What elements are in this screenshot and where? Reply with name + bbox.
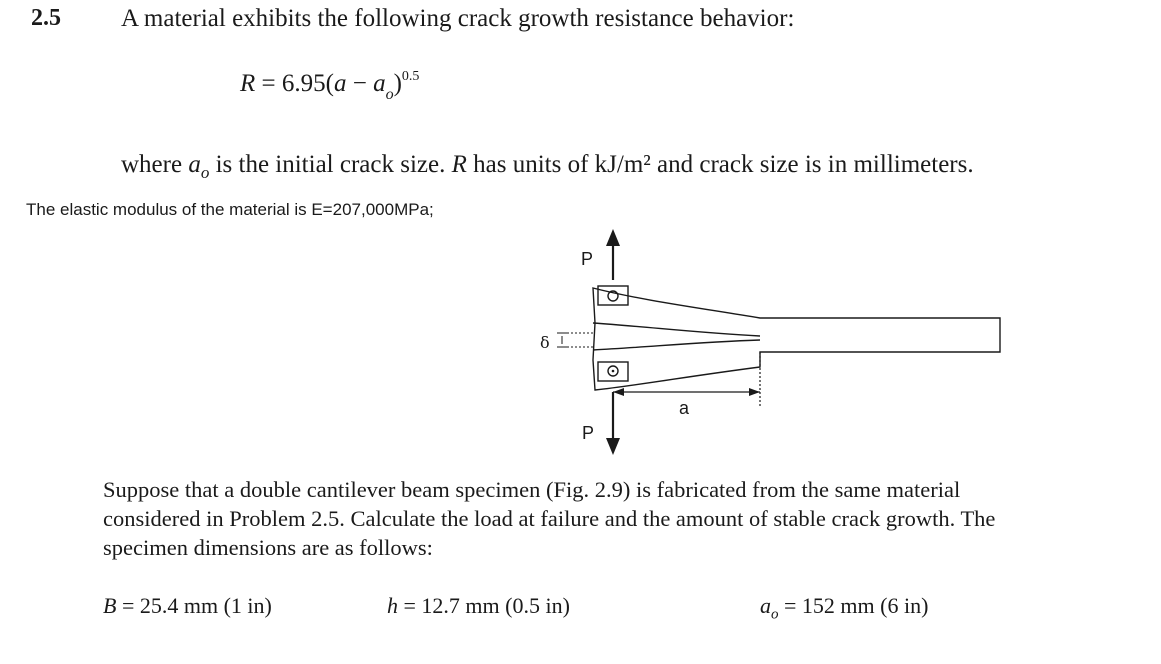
eq-minus: − bbox=[346, 70, 374, 97]
dimension-b bbox=[103, 593, 272, 619]
dim-a-var: a bbox=[760, 593, 771, 618]
question-paragraph: Suppose that a double cantilever beam specimen (Fig. 2.9) is fabricated from the same material considered in Problem 2.5. Calculate the load at failure and the amount of stable crack growth. The specimen dimensions are as follows: bbox=[103, 477, 996, 560]
label-p-top: P bbox=[581, 249, 594, 269]
label-delta: δ bbox=[540, 333, 550, 352]
dim-h-var: h bbox=[387, 593, 398, 618]
dim-b-var: B bbox=[103, 593, 117, 618]
dim-h-value: = 12.7 mm (0.5 in) bbox=[398, 593, 570, 618]
label-p-bottom: P bbox=[582, 423, 595, 443]
where-prefix: where bbox=[121, 151, 189, 178]
dim-a-value: = 152 mm (6 in) bbox=[778, 593, 929, 618]
where-sub-o: o bbox=[200, 163, 210, 182]
dim-b-value: = 25.4 mm (1 in) bbox=[116, 593, 272, 618]
where-suffix: has units of kJ/m² and crack size is in millimeters. bbox=[466, 151, 974, 178]
dimension-a0 bbox=[760, 593, 928, 623]
crack-lower bbox=[593, 340, 760, 350]
eq-r: R bbox=[240, 70, 256, 97]
eq-equals: = bbox=[255, 70, 282, 97]
eq-a: a bbox=[333, 70, 347, 97]
eq-exponent: 0.5 bbox=[401, 68, 420, 84]
crack-upper bbox=[593, 323, 760, 336]
dim-a-sub: o bbox=[771, 606, 779, 623]
eq-sub-o: o bbox=[385, 86, 394, 103]
label-crack-a: a bbox=[679, 398, 690, 418]
eq-a0: a bbox=[373, 70, 386, 97]
where-r: R bbox=[451, 151, 467, 178]
elastic-modulus-note: The elastic modulus of the material is E=207,000MPa; bbox=[26, 200, 434, 219]
dimension-h bbox=[387, 593, 570, 619]
specimen-outline bbox=[593, 288, 1000, 390]
where-mid: is the initial crack size. bbox=[209, 151, 452, 178]
problem-statement: A material exhibits the following crack growth resistance behavior: bbox=[121, 5, 795, 32]
where-a: a bbox=[188, 151, 201, 178]
load-pin-top bbox=[598, 286, 628, 305]
eq-coef: 6.95( bbox=[281, 70, 334, 97]
eq-close: ) bbox=[393, 70, 402, 97]
problem-number: 2.5 bbox=[31, 5, 61, 31]
